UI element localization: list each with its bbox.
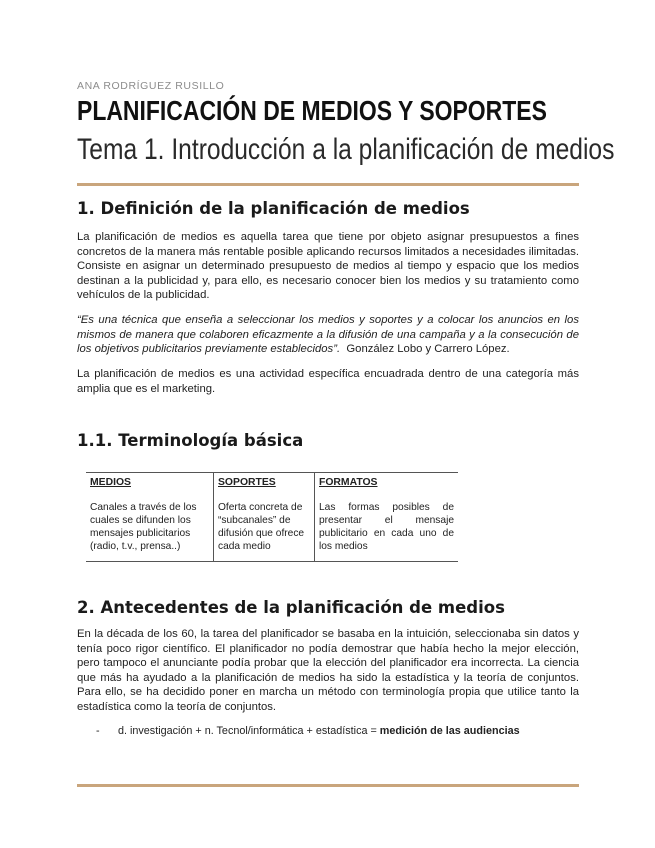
table-cell: Las formas posibles de presentar el mensaje publicitario en cada uno de los medios	[319, 502, 454, 552]
bullet-dash: -	[96, 725, 100, 737]
table-header: MEDIOS	[90, 477, 131, 488]
terminology-table	[86, 472, 458, 562]
section-2-heading: 2. Antecedentes de la planificación de medios	[77, 598, 505, 617]
marketing-paragraph: La planificación de medios es una actividad específica encuadrada dentro de una categoría más amplia que es el marketing.	[77, 368, 579, 395]
section-1-1-heading: 1.1. Terminología básica	[77, 431, 304, 450]
table-cell: Oferta concreta de “subcanales” de difusión que ofrece cada medio	[218, 502, 305, 552]
formula-bullet	[96, 725, 520, 737]
section-1-heading: 1. Definición de la planificación de medios	[77, 199, 470, 218]
author-name: ANA RODRÍGUEZ RUSILLO	[77, 80, 225, 92]
quote-text: “Es una técnica que enseña a seleccionar los medios y soportes y a colocar los anuncios en los mismos de manera que colaboren eficazmente a la difusión de una campaña y a la consecución de los objetivos publicitarios previamente establecidos”.	[77, 314, 579, 356]
quote-paragraph	[77, 313, 579, 357]
table-column-formatos	[314, 473, 458, 561]
document-title: PLANIFICACIÓN DE MEDIOS Y SOPORTES	[77, 95, 547, 126]
quote-reference: González Lobo y Carrero López.	[346, 343, 510, 356]
top-divider	[77, 183, 579, 186]
table-header: SOPORTES	[218, 477, 276, 488]
table-column-soportes	[213, 473, 314, 561]
bullet-text: d. investigación + n. Tecnol/informática + estadística =	[118, 725, 380, 737]
table-header: FORMATOS	[319, 477, 378, 488]
definition-paragraph: La planificación de medios es aquella tarea que tiene por objeto asignar presupuestos a fines concretos de la manera más rentable posible aplicando recursos limitados a necesidades ilimitadas. Consiste en asignar un determinado presupuesto de medios al tiempo y espacio que los medios destinan a la publicidad y, para ello, es necesario conocer bien los medios y su tratamiento como vehículos de la publicidad.	[77, 231, 579, 302]
bullet-bold-text: medición de las audiencias	[379, 725, 520, 737]
bottom-divider	[77, 784, 579, 787]
document-subtitle: Tema 1. Introducción a la planificación de medios	[77, 133, 615, 166]
history-paragraph: En la década de los 60, la tarea del planificador se basaba en la intuición, seleccionaba sin datos y tenía poco rigor científico. El planificador no podía demostrar que había hecho la mejor elección, pero tampoco el anunciante podía probar que la elección del planificador era incorrecta. La ciencia que más ha ayudado a la planificación de medios ha sido la estadística y la teoría de conjuntos. Para ello, se ha decidido poner en marcha un método con terminología propia que utilice tanto la estadística como la teoría de conjuntos.	[77, 628, 579, 713]
table-cell: Canales a través de los cuales se difunden los mensajes publicitarios (radio, t.v., prensa..)	[90, 502, 197, 552]
table-column-medios	[86, 473, 213, 561]
